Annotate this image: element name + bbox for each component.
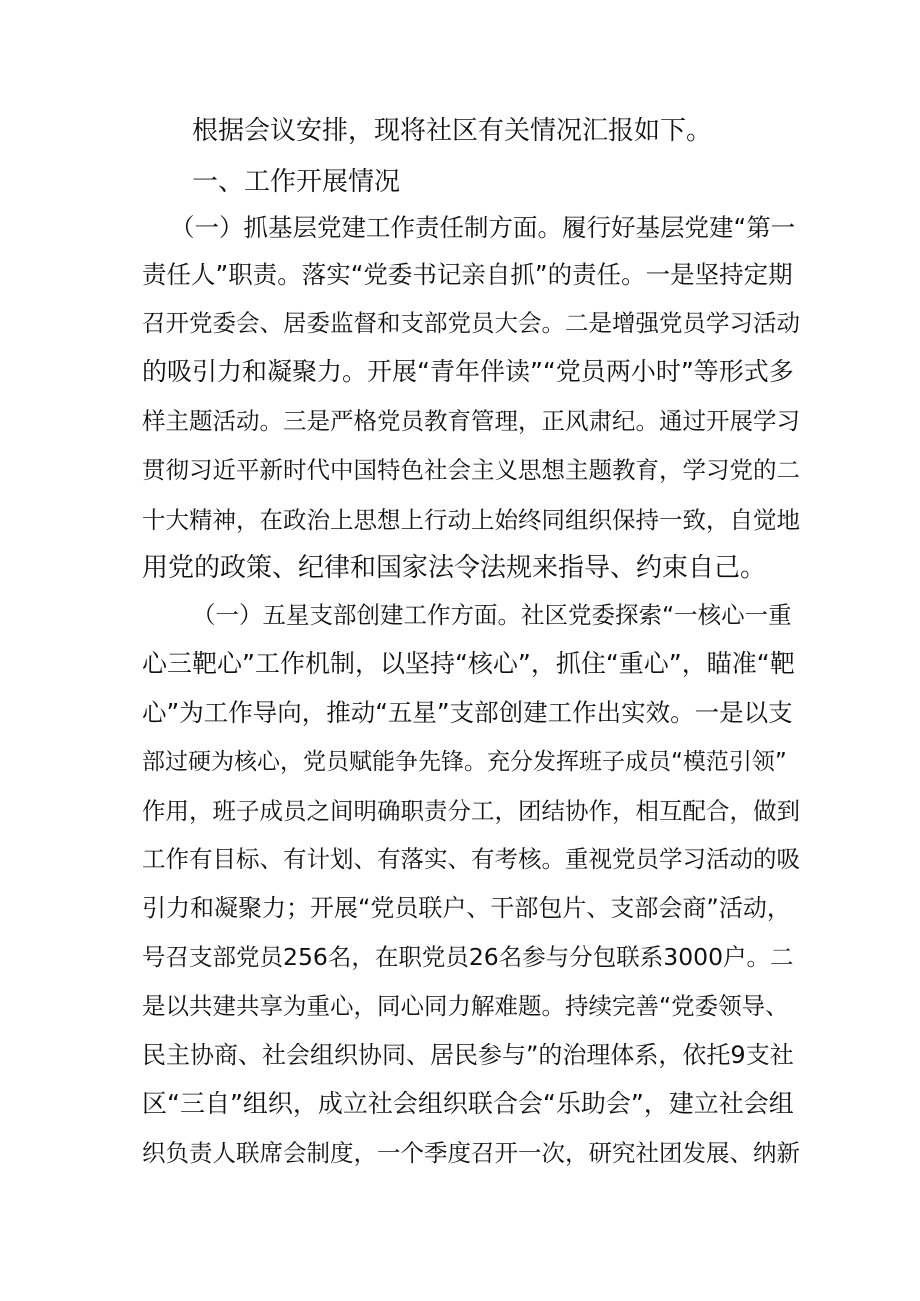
paragraph-line: 责任人”职责。落实“党委书记亲自抓”的责任。一是坚持定期 (142, 260, 793, 289)
paragraph-line: 用党的政策、纪律和国家法令法规来指导、约束自己。 (142, 553, 767, 583)
paragraph-line: 十大精神，在政治上思想上行动上始终同组织保持一致，自觉地 (142, 506, 800, 534)
paragraph-line: 心三靶心”工作机制，以坚持“核心”，抓住“重心”，瞄准“靶 (142, 649, 795, 678)
paragraph-line: 号召支部党员256名，在职党员26名参与分包联系3000户。二 (142, 943, 794, 971)
paragraph-line: 部过硬为核心，党员赋能争先锋。充分发挥班子成员“模范引领” (142, 749, 787, 775)
paragraph-line: （一）抓基层党建工作责任制方面。履行好基层党建“第一 (170, 213, 796, 242)
paragraph-line: 区“三自”组织，成立社会组织联合会“乐助会”，建立社会组 (142, 1089, 794, 1118)
paragraph-line: 民主协商、社会组织协同、居民参与”的治理体系，依托9支社 (142, 1041, 794, 1069)
paragraph-line: （一）五星支部创建工作方面。社区党委探索“一核心一重 (192, 601, 792, 629)
paragraph-line: 召开党委会、居委监督和支部党员大会。二是增强党员学习活动 (142, 309, 800, 337)
paragraph-line: 织负责人联席会制度，一个季度召开一次，研究社团发展、纳新 (142, 1139, 800, 1167)
paragraph-line: 是以共建共享为重心，同心同力解难题。持续完善“党委领导、 (142, 992, 789, 1020)
paragraph-line: 样主题活动。三是严格党员教育管理，正风肃纪。通过开展学习 (142, 407, 800, 435)
paragraph-line: 根据会议安排，现将社区有关情况汇报如下。 (192, 116, 713, 146)
paragraph-line: 贯彻习近平新时代中国特色社会主义思想主题教育，学习党的二 (142, 456, 800, 484)
paragraph-line: 工作有目标、有计划、有落实、有考核。重视党员学习活动的吸 (142, 845, 800, 873)
section-heading: 一、工作开展情况 (192, 167, 401, 197)
paragraph-line: 的吸引力和凝聚力。开展“青年伴读”“党员两小时”等形式多 (142, 357, 794, 386)
paragraph-line: 心”为工作导向，推动“五星”支部创建工作出实效。一是以支 (142, 698, 793, 727)
paragraph-line: 引力和凝聚力；开展“党员联户、干部包片、支部会商”活动， (142, 894, 791, 922)
paragraph-line: 作用，班子成员之间明确职责分工，团结协作，相互配合，做到 (142, 797, 800, 825)
